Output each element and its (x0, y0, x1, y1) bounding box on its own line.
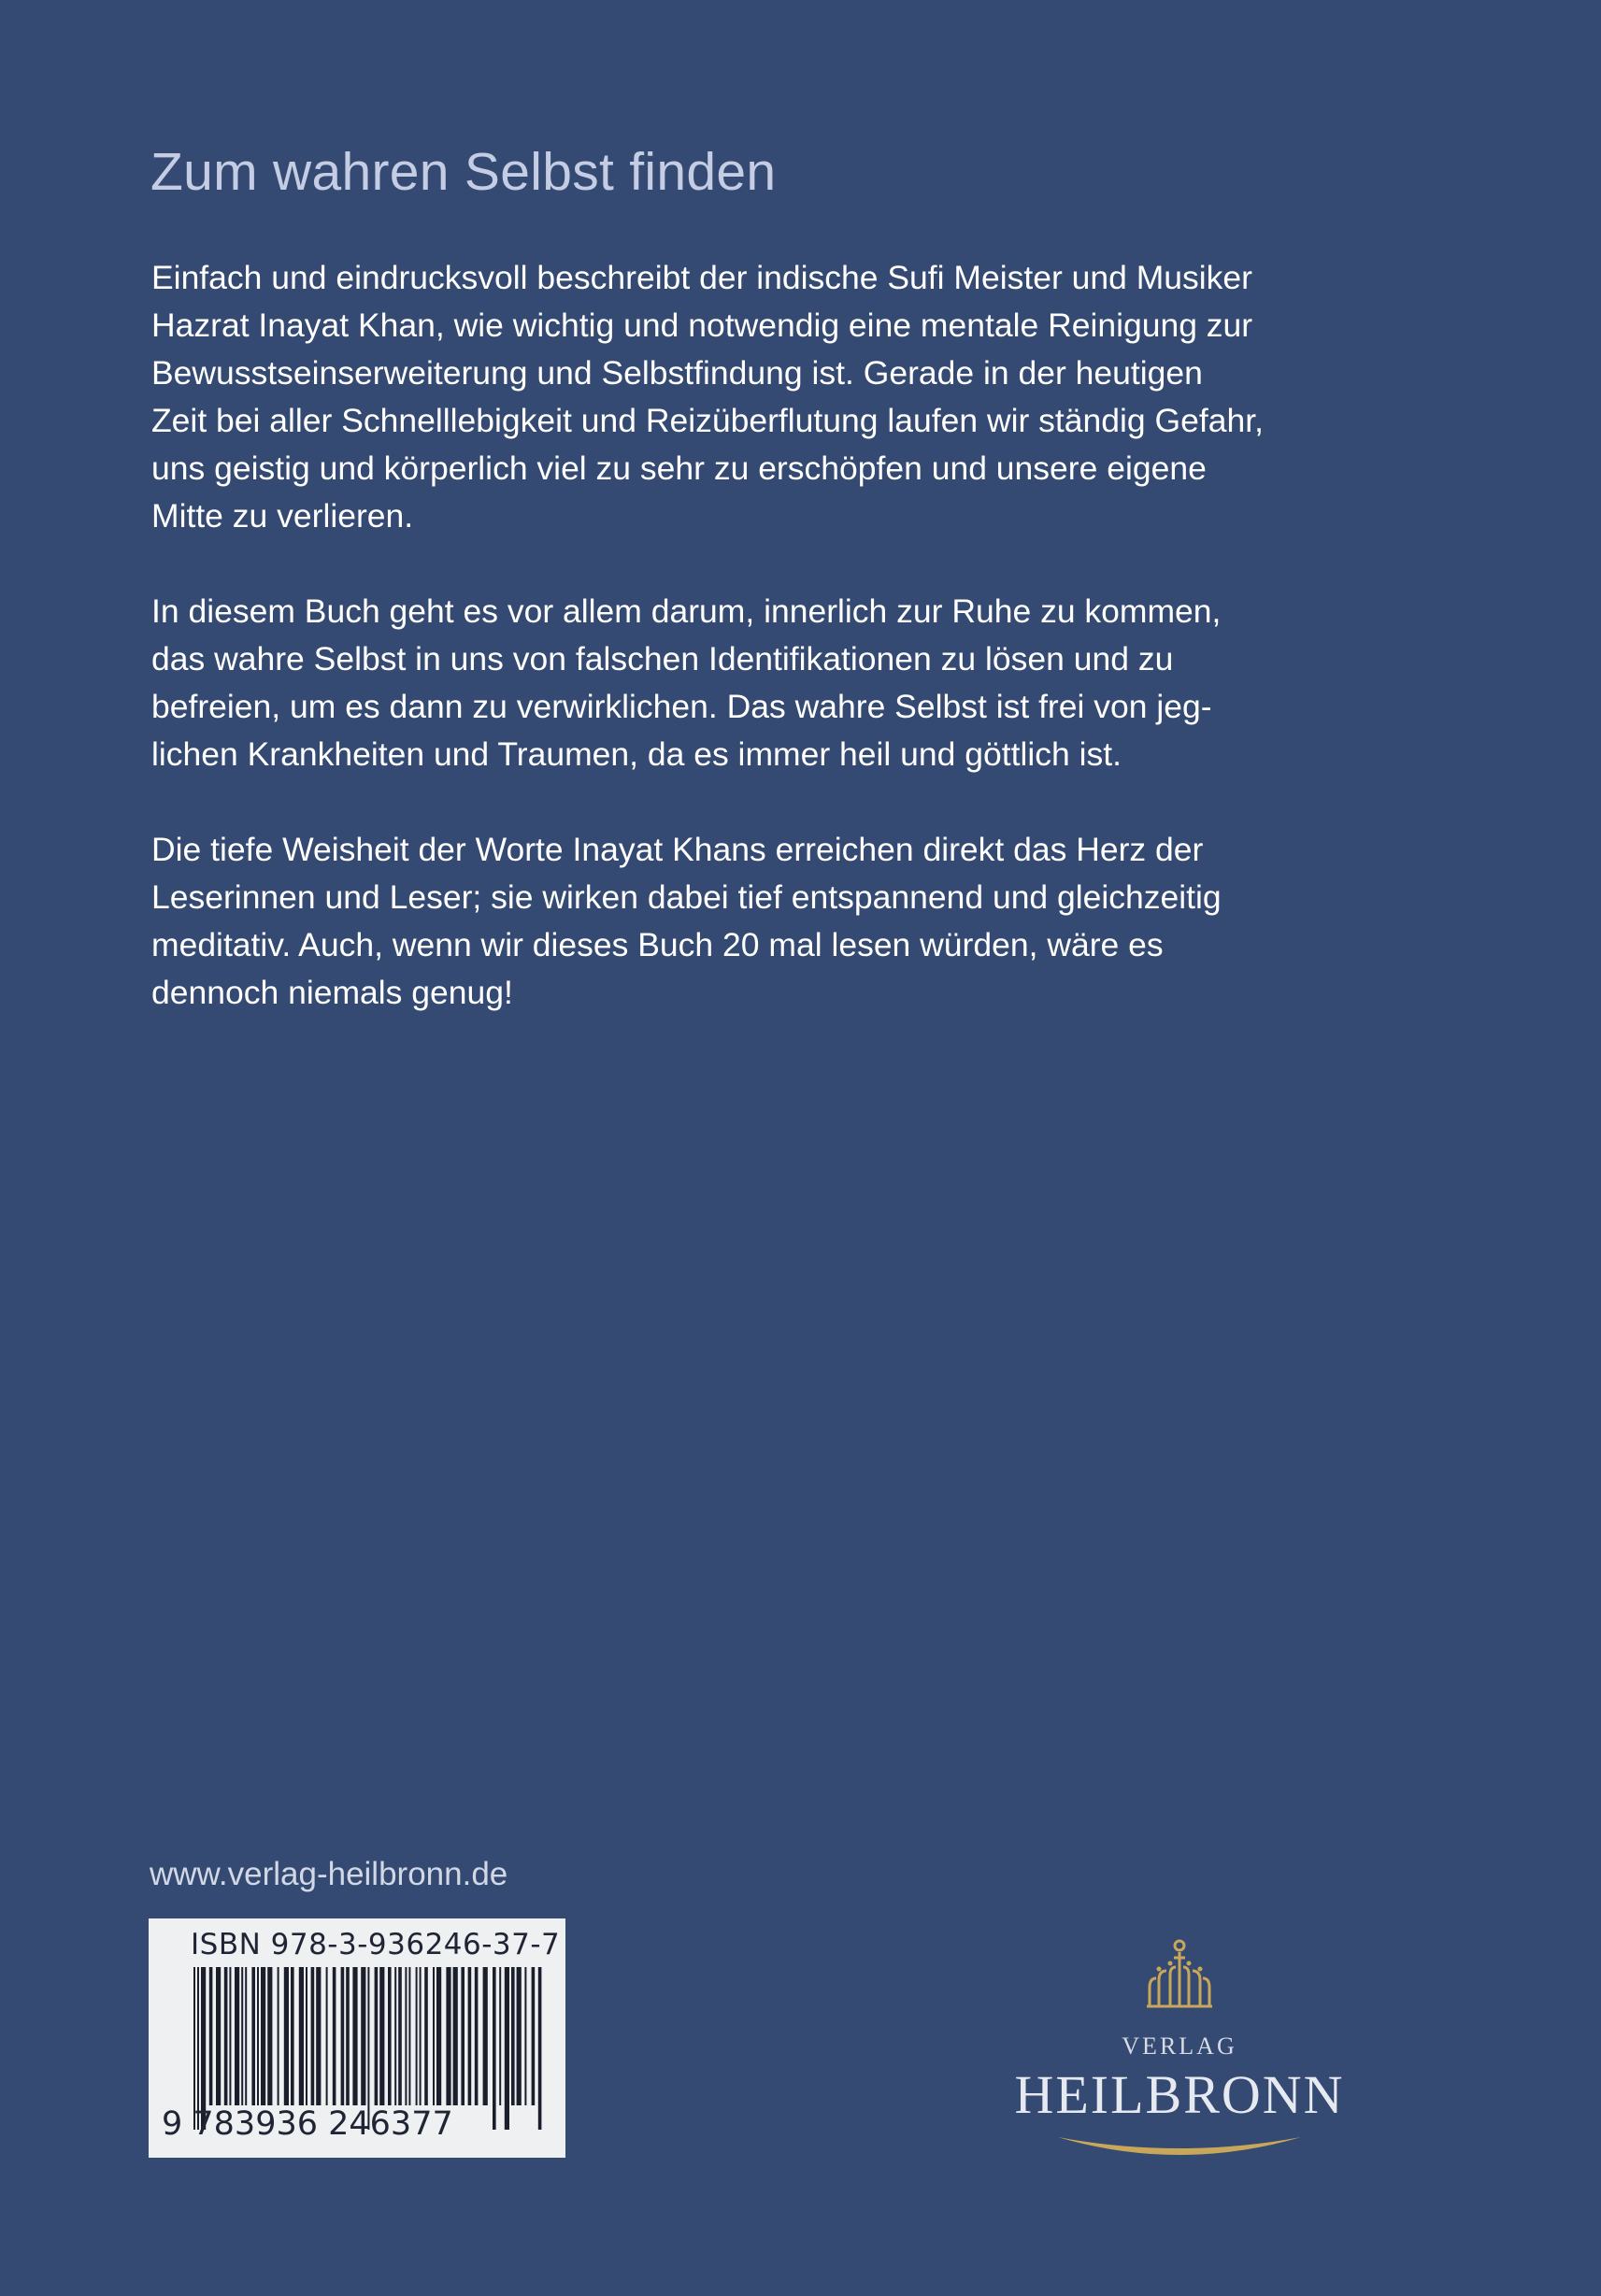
barcode-bar (311, 1967, 315, 2105)
barcode-bar (346, 1967, 350, 2105)
text-line: Einfach und eindrucksvoll beschreibt der indische Sufi Meister und Musiker (151, 259, 1253, 296)
barcode-bar (316, 1967, 321, 2105)
text-line: befreien, um es dann zu verwirklichen. Das wahre Selbst ist frei von jeg- (151, 688, 1212, 725)
barcode-bar (341, 1967, 345, 2105)
logo-swoosh (1002, 2133, 1357, 2171)
text-line: Zeit bei aller Schnelllebigkeit und Reizüberflutung laufen wir ständig Gefahr, (151, 402, 1264, 439)
text-line: Hazrat Inayat Khan, wie wichtig und notwendig eine mentale Reinigung zur (151, 307, 1253, 344)
barcode-bar (453, 1967, 458, 2105)
barcode-bar (278, 1967, 279, 2105)
text-line: uns geistig und körperlich viel zu sehr zu erschöpfen und unsere eigene (151, 449, 1207, 487)
barcode-bar (468, 1967, 472, 2105)
barcode-bar (291, 1967, 294, 2105)
text-line: das wahre Selbst in uns von falschen Identifikationen zu lösen und zu (151, 640, 1174, 677)
barcode-bar (333, 1967, 336, 2105)
blurb-paragraph (151, 254, 1404, 540)
isbn-barcode (149, 1918, 565, 2158)
barcode-bar (241, 1967, 243, 2105)
isbn-number: ISBN 978-3-936246-37-7 (191, 1928, 561, 1961)
barcode-bar (299, 1967, 304, 2105)
text-line: Mitte zu verlieren. (151, 497, 414, 535)
barcode-bar (433, 1967, 435, 2105)
barcode-bar (229, 1967, 231, 2105)
barcode-bar (394, 1967, 396, 2105)
barcode-bar (257, 1967, 259, 2105)
ean-digits: 9 783936 246377 (162, 2105, 453, 2143)
barcode-bar (420, 1967, 422, 2105)
logo-label-top: VERLAG (1122, 2032, 1237, 2060)
publisher-website: www.verlag-heilbronn.de (150, 1856, 508, 1892)
barcode-bar (379, 1967, 384, 2105)
text-line: Bewusstseinserweiterung und Selbstfindung ist. Gerade in der heutigen (151, 354, 1203, 392)
barcode-bar (284, 1967, 289, 2105)
barcode-bar (235, 1967, 239, 2105)
barcode-bar (306, 1967, 307, 2105)
barcode-bar (405, 1967, 407, 2105)
text-line: meditativ. Auch, wenn wir dieses Buch 20 mal lesen würden, wäre es (151, 926, 1164, 963)
barcode-bar (517, 1967, 522, 2105)
publisher-logo (1002, 1939, 1357, 2173)
text-line: lichen Krankheiten und Traumen, da es immer heil und göttlich ist. (151, 735, 1122, 773)
blurb-paragraph (151, 588, 1404, 778)
barcode-bar (261, 1967, 265, 2105)
barcode-bar (216, 1967, 221, 2105)
text-line: In diesem Buch geht es vor allem darum, innerlich zur Ruhe zu kommen, (151, 592, 1222, 630)
barcode-bar (224, 1967, 228, 2105)
barcode-bar (352, 1967, 357, 2105)
barcode-bar (511, 1967, 515, 2105)
barcode-bar (267, 1967, 272, 2105)
logo-name: HEILBRONN (1014, 2064, 1345, 2125)
cover-headline: Zum wahren Selbst finden (150, 142, 777, 202)
blurb (151, 254, 1404, 1064)
barcode-bar (361, 1967, 365, 2105)
barcode-bar (398, 1967, 402, 2105)
barcode-bar (375, 1967, 379, 2105)
barcode-bar (416, 1967, 418, 2105)
barcode-bar (446, 1967, 450, 2105)
barcode-bar (524, 1967, 526, 2105)
barcode-bar (326, 1967, 328, 2105)
barcode-bar (251, 1967, 255, 2105)
text-line: dennoch niemals genug! (151, 974, 513, 1011)
barcode-bar (424, 1967, 428, 2105)
crown-icon (1002, 1939, 1357, 2032)
barcode-bar (388, 1967, 392, 2105)
barcode-bar (532, 1967, 536, 2105)
barcode-bar (209, 1967, 213, 2105)
barcode-bar (436, 1967, 441, 2105)
text-line: Leserinnen und Leser; sie wirken dabei tief entspannend und gleichzeitig (151, 878, 1222, 916)
barcode-bar (499, 1967, 501, 2105)
barcode-bar (475, 1967, 479, 2105)
text-line: Die tiefe Weisheit der Worte Inayat Khans erreichen direkt das Herz der (151, 831, 1204, 868)
barcode-bar (245, 1967, 247, 2105)
barcode-bar (408, 1967, 410, 2105)
blurb-paragraph (151, 826, 1404, 1017)
barcode-bar (483, 1967, 488, 2105)
barcode-bar (461, 1967, 465, 2105)
